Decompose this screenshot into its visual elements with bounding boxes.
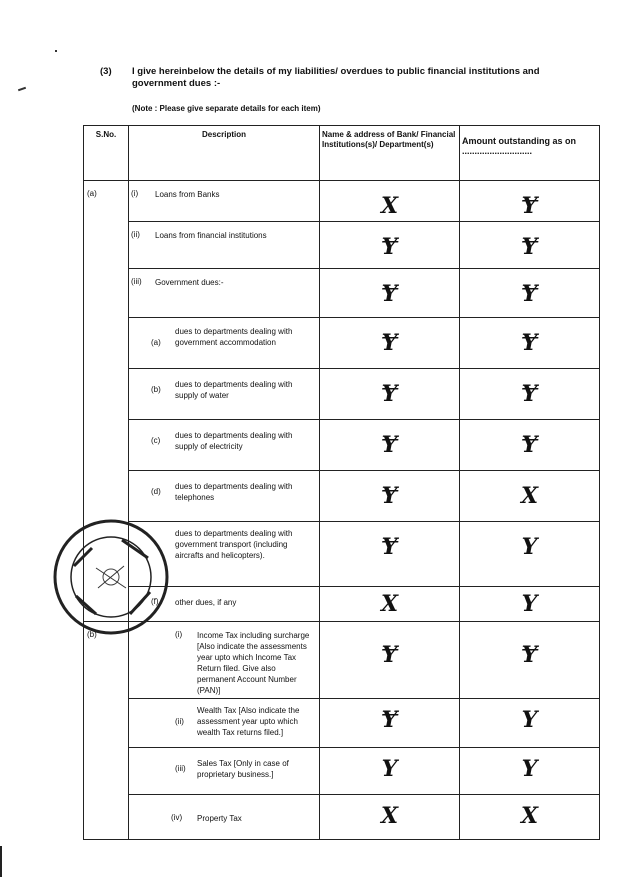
amount-cell — [460, 369, 600, 420]
table-row — [84, 699, 600, 748]
description-text: Loans from Banks — [155, 190, 220, 199]
handwritten-cross-mark: Ɏ — [521, 432, 538, 458]
header-sno: S.No. — [84, 126, 129, 181]
table-row — [84, 181, 600, 222]
table-row — [84, 318, 600, 369]
description-cell — [129, 181, 320, 222]
sno-cell — [84, 622, 129, 840]
table-header-row — [84, 126, 600, 181]
handwritten-cross-mark: Ɏ — [521, 193, 538, 219]
sno-label: (a) — [87, 189, 97, 198]
binding-edge — [0, 846, 2, 877]
handwritten-cross-mark: Ɏ — [381, 707, 398, 733]
amount-cell — [460, 587, 600, 622]
roman-numeral: (ii) — [131, 230, 140, 239]
handwritten-cross-mark: Ɏ — [521, 381, 538, 407]
handwritten-cross-mark: Y — [521, 756, 538, 782]
handwritten-cross-mark: Y — [521, 534, 538, 560]
roman-numeral: (iii) — [175, 764, 186, 773]
amount-cell — [460, 622, 600, 699]
header-name-address: Name & address of Bank/ Financial Institutions(s)/ Department(s) — [320, 126, 460, 181]
amount-cell — [460, 420, 600, 471]
name-cell — [320, 795, 460, 840]
header-description: Description — [129, 126, 320, 181]
handwritten-cross-mark: Ɏ — [521, 234, 538, 260]
name-cell — [320, 222, 460, 269]
name-cell — [320, 420, 460, 471]
liabilities-table — [83, 125, 600, 840]
handwritten-cross-mark: Ɏ — [381, 432, 398, 458]
description-text: Sales Tax [Only in case of proprietary business.] — [197, 759, 289, 779]
amount-cell — [460, 471, 600, 522]
description-text: Income Tax including surcharge [Also indicate the assessments year upto which Income Tax Return filed. Give also permanent Account Number (PAN)] — [197, 631, 310, 695]
amount-cell — [460, 181, 600, 222]
description-text: other dues, if any — [175, 598, 237, 607]
handwritten-cross-mark: Ɏ — [521, 281, 538, 307]
handwritten-cross-mark: Ɏ — [381, 281, 398, 307]
table-row — [84, 420, 600, 471]
description-text: dues to departments dealing with telephones — [175, 482, 293, 502]
description-cell — [129, 795, 320, 840]
table-row — [84, 222, 600, 269]
name-cell — [320, 622, 460, 699]
roman-numeral: (i) — [175, 630, 183, 639]
scan-speck — [55, 50, 57, 52]
handwritten-cross-mark: Ɏ — [381, 381, 398, 407]
handwritten-cross-mark: X — [520, 483, 539, 509]
description-text: dues to departments dealing with government transport (including aircrafts and helicopters). — [175, 529, 293, 560]
amount-cell — [460, 748, 600, 795]
roman-numeral: (i) — [131, 189, 139, 198]
scan-mark — [18, 87, 26, 92]
roman-numeral: (ii) — [175, 717, 184, 726]
handwritten-cross-mark: Y — [521, 707, 538, 733]
description-cell — [129, 471, 320, 522]
description-cell — [129, 420, 320, 471]
section-text: I give hereinbelow the details of my liabilities/ overdues to public financial institutions and government dues :- — [132, 66, 540, 89]
header-amount: Amount outstanding as on ............................ — [460, 126, 600, 181]
description-text: Wealth Tax [Also indicate the assessment year upto which wealth Tax returns filed.] — [197, 706, 300, 737]
sub-item-letter: (d) — [151, 487, 161, 496]
handwritten-cross-mark: X — [520, 803, 539, 829]
name-cell — [320, 748, 460, 795]
handwritten-cross-mark: Y — [521, 591, 538, 617]
name-cell — [320, 269, 460, 318]
name-cell — [320, 318, 460, 369]
description-cell — [129, 748, 320, 795]
handwritten-cross-mark: X — [380, 591, 399, 617]
amount-cell — [460, 222, 600, 269]
sub-item-letter: (b) — [151, 385, 161, 394]
handwritten-cross-mark: Y — [381, 756, 398, 782]
handwritten-cross-mark: Ɏ — [381, 534, 398, 560]
table-row — [84, 795, 600, 840]
table-row — [84, 269, 600, 318]
sub-item-letter: (a) — [151, 338, 161, 347]
amount-cell — [460, 699, 600, 748]
handwritten-cross-mark: X — [380, 193, 399, 219]
description-text: Loans from financial institutions — [155, 231, 267, 240]
sno-label: (b) — [87, 630, 97, 639]
section-number: (3) — [100, 66, 112, 77]
description-cell — [129, 318, 320, 369]
name-cell — [320, 471, 460, 522]
description-text: Property Tax — [197, 814, 242, 823]
roman-numeral: (iii) — [131, 277, 142, 286]
name-cell — [320, 181, 460, 222]
description-text: Government dues:- — [155, 278, 224, 287]
description-cell — [129, 269, 320, 318]
note-text: (Note : Please give separate details for each item) — [132, 104, 321, 113]
handwritten-cross-mark: Ɏ — [381, 234, 398, 260]
name-cell — [320, 587, 460, 622]
description-text: dues to departments dealing with supply of water — [175, 380, 293, 400]
description-cell — [129, 699, 320, 748]
amount-cell — [460, 522, 600, 587]
description-text: dues to departments dealing with government accommodation — [175, 327, 293, 347]
table-row — [84, 748, 600, 795]
handwritten-cross-mark: Ɏ — [381, 330, 398, 356]
name-cell — [320, 522, 460, 587]
description-cell — [129, 369, 320, 420]
description-cell — [129, 222, 320, 269]
name-cell — [320, 699, 460, 748]
name-cell — [320, 369, 460, 420]
handwritten-cross-mark: Ɏ — [381, 483, 398, 509]
roman-numeral: (iv) — [171, 813, 183, 822]
amount-cell — [460, 795, 600, 840]
handwritten-cross-mark: X — [380, 803, 399, 829]
official-seal-stamp — [52, 518, 170, 636]
sub-item-letter: (f) — [151, 597, 159, 606]
amount-cell — [460, 318, 600, 369]
handwritten-cross-mark: Ɏ — [381, 642, 398, 668]
table-row — [84, 471, 600, 522]
description-text: dues to departments dealing with supply of electricity — [175, 431, 293, 451]
handwritten-cross-mark: Ɏ — [521, 330, 538, 356]
table-row — [84, 369, 600, 420]
amount-cell — [460, 269, 600, 318]
handwritten-cross-mark: Ɏ — [521, 642, 538, 668]
sub-item-letter: (c) — [151, 436, 161, 445]
